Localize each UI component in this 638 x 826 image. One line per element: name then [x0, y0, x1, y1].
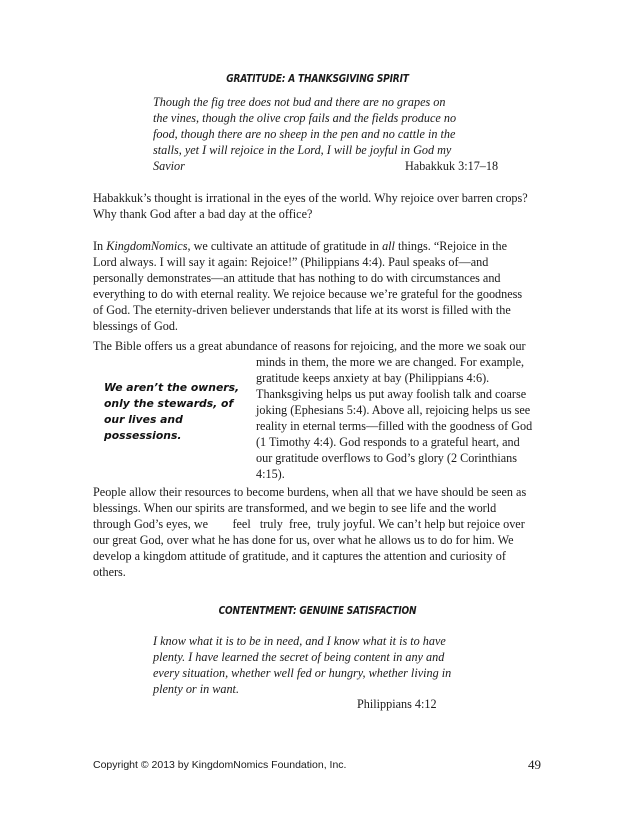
paragraph-line: People allow their resources to become burdens, when all that we have should be seen as	[93, 485, 527, 499]
paragraph-line: 4:15).	[256, 467, 285, 481]
text-span: things. “Rejoice in the	[394, 239, 507, 253]
paragraph-line: Habakkuk’s thought is irrational in the eyes of the world. Why rejoice over barren crops?	[93, 191, 528, 205]
quote-line: the vines, though the olive crop fails and the fields produce no	[153, 111, 457, 125]
section-heading-contentment: CONTENTMENT: GENUINE SATISFACTION	[218, 605, 417, 617]
text-span: In	[93, 239, 107, 253]
paragraph-line: minds in them, the more we are changed. For example,	[256, 355, 525, 369]
paragraph-line: others.	[93, 565, 126, 579]
book-title: KingdomNomics	[106, 239, 188, 253]
pull-quote	[104, 380, 249, 444]
quote-reference: Philippians 4:12	[357, 697, 437, 711]
paragraph-line	[93, 238, 553, 254]
epigraph-habakkuk	[153, 94, 499, 174]
paragraph-line: gratitude keeps anxiety at bay (Philippians 4:6).	[256, 371, 490, 385]
paragraph-line: reality in eternal terms—filled with the goodness of God	[256, 419, 533, 433]
paragraph-line: everything to do with eternal reality. We rejoice because we’re grateful for the goodness	[93, 287, 523, 301]
paragraph-line: personally demonstrates—an attitude that has nothing to do with circumstances and	[93, 271, 501, 285]
quote-last-line: Savior	[153, 159, 185, 173]
paragraph-line: blessings. When our spirits are transformed, and we begin to see life and the world	[93, 501, 497, 515]
paragraph-line: develop a kingdom attitude of gratitude, and it captures the attention and curiosity of	[93, 549, 506, 563]
footer-copyright: Copyright © 2013 by KingdomNomics Foundation, Inc.	[93, 759, 347, 771]
paragraph-line: Why thank God after a bad day at the office?	[93, 207, 313, 221]
text-span: , we cultivate an attitude of gratitude in	[187, 239, 383, 253]
quote-reference: Habakkuk 3:17–18	[405, 159, 499, 173]
pull-quote-line: We aren’t the owners,	[104, 381, 240, 394]
paragraph-bible-reasons-wrap	[256, 354, 556, 482]
paragraph-line: Thanksgiving helps us put away foolish talk and coarse	[256, 387, 527, 401]
paragraph-line: through God’s eyes, we feel truly free, truly joyful. We can’t help but rejoice over	[93, 517, 525, 531]
pull-quote-line: our lives and	[104, 413, 183, 426]
epigraph-philippians	[153, 633, 483, 697]
quote-line: plenty or in want.	[153, 682, 239, 696]
paragraph-bible-reasons	[93, 338, 553, 354]
quote-line: I know what it is to be in need, and I know what it is to have	[153, 634, 446, 648]
pull-quote-line: possessions.	[104, 429, 182, 442]
quote-line	[153, 158, 499, 174]
quote-line: every situation, whether well fed or hungry, whether living in	[153, 666, 452, 680]
paragraph-line: joking (Ephesians 5:4). Above all, rejoicing helps us see	[256, 403, 531, 417]
paragraph-habakkuk-thought	[93, 190, 553, 222]
pull-quote-line: only the stewards, of	[104, 397, 234, 410]
quote-line: stalls, yet I will rejoice in the Lord, I will be joyful in God my	[153, 143, 452, 157]
paragraph-line: blessings of God.	[93, 319, 178, 333]
paragraph-resources-burdens	[93, 484, 553, 580]
paragraph-line: Lord always. I will say it again: Rejoice!” (Philippians 4:4). Paul speaks of—and	[93, 255, 489, 269]
section-heading-gratitude: GRATITUDE: A THANKSGIVING SPIRIT	[226, 73, 409, 85]
paragraph-line: of God. The eternity-driven believer understands that life at its worst is filled with the	[93, 303, 511, 317]
paragraph-line: The Bible offers us a great abundance of reasons for rejoicing, and the more we soak our	[93, 339, 526, 353]
paragraph-line: (1 Timothy 4:4). God responds to a grateful heart, and	[256, 435, 520, 449]
quote-line: Though the fig tree does not bud and there are no grapes on	[153, 95, 446, 109]
paragraph-line: our great God, over what he has done for us, over what he allows us to do for him. We	[93, 533, 514, 547]
paragraph-kingdomnomics-gratitude	[93, 238, 553, 334]
paragraph-line: our gratitude overflows to God’s glory (2 Corinthians	[256, 451, 517, 465]
quote-line: food, though there are no sheep in the pen and no cattle in the	[153, 127, 456, 141]
page-number: 49	[528, 757, 541, 772]
quote-line: plenty. I have learned the secret of being content in any and	[153, 650, 445, 664]
emphasis: all	[382, 239, 395, 253]
